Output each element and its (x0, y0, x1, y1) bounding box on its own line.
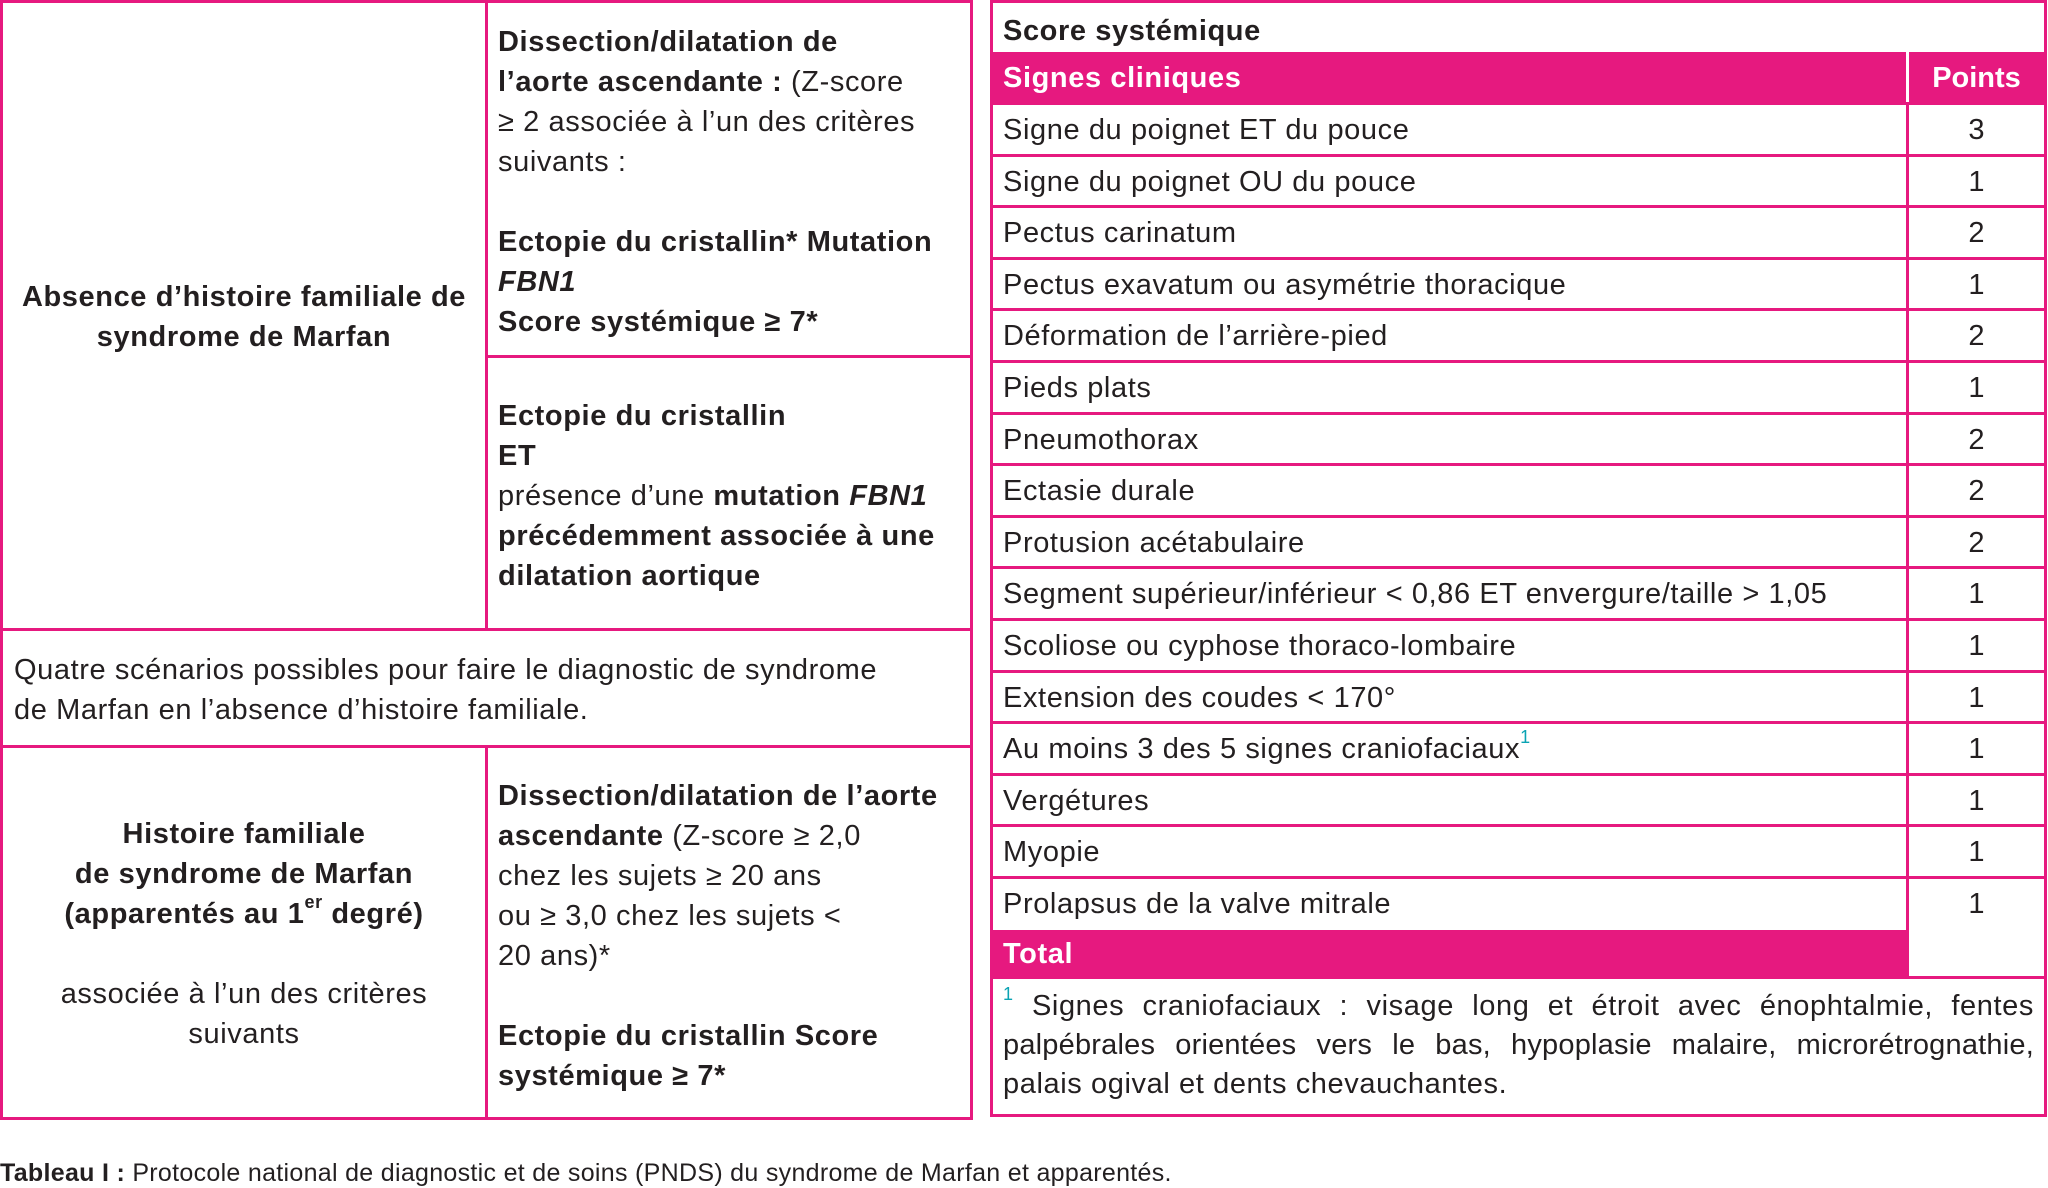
score-row (993, 826, 2044, 878)
score-row (993, 310, 2044, 362)
score-row (993, 259, 2044, 311)
mid-note-line2: de Marfan en l’absence d’histoire familiale. (14, 694, 589, 726)
table-caption (0, 1158, 1172, 1188)
mid-note (14, 650, 964, 730)
cell-b-line5: dilatation aortique (498, 560, 761, 592)
score-row (993, 362, 2044, 414)
score-row-points: 1 (1968, 166, 1985, 198)
score-row (993, 414, 2044, 466)
footnote-sup: 1 (1003, 984, 1014, 1005)
score-row-label: Déformation de l’arrière-pied (1003, 320, 1388, 352)
row2-header-line3 (6, 894, 482, 934)
row1-cell-b (498, 396, 968, 596)
row2-sub-line1: associée à l’un des critères (60, 978, 428, 1010)
row2-header-line2: de syndrome de Marfan (74, 858, 414, 890)
total-row (993, 930, 2044, 979)
cell-b-line1: Ectopie du cristallin (498, 400, 787, 432)
row1-header-text: Absence d’histoire familiale de syndrome de Marfan (21, 281, 467, 353)
cell-a-line4: suivants : (498, 146, 627, 178)
score-row-label: Pneumothorax (1003, 424, 1199, 456)
cell-a-line2-bold: l’aorte ascendante : (498, 66, 783, 98)
score-row-label: Pectus carinatum (1003, 217, 1237, 249)
col-signs-header: Signes cliniques (1003, 62, 1242, 94)
score-row-label: Prolapsus de la valve mitrale (1003, 888, 1392, 920)
score-row-points: 2 (1968, 475, 1985, 507)
cell-b-line3 (498, 476, 968, 516)
row2-header-line1: Histoire familiale (122, 818, 366, 850)
row2-cell-line2 (498, 816, 968, 856)
score-row (993, 568, 2044, 620)
footnote-line3: palais ogival et dents chevauchantes. (1003, 1068, 1508, 1100)
score-row-label: Pectus exavatum ou asymétrie thoracique (1003, 269, 1567, 301)
score-row (993, 465, 2044, 517)
score-row (993, 878, 2044, 930)
cell-b-line3-normal: présence d’une (498, 480, 714, 512)
cell-a-line1: Dissection/dilatation de (498, 26, 838, 58)
score-row (993, 207, 2044, 259)
row2-cell-line2-bold: ascendante (498, 820, 664, 852)
score-row-label: Myopie (1003, 836, 1101, 868)
score-row-points: 1 (1968, 888, 1985, 920)
score-row-points: 2 (1968, 424, 1985, 456)
score-row (993, 723, 2044, 775)
score-row-label: Ectasie durale (1003, 475, 1196, 507)
row2-cell-line4: ou ≥ 3,0 chez les sujets < (498, 900, 842, 932)
score-row (993, 156, 2044, 208)
score-row-label: Extension des coudes < 170° (1003, 682, 1396, 714)
score-row-label: Protusion acétabulaire (1003, 527, 1305, 559)
footnote-line1-text: Signes craniofaciaux : visage long et étroit avec énophtalmie, fentes (1031, 990, 2034, 1022)
score-row-points: 2 (1968, 320, 1985, 352)
cell-b-line3-bold-italic: FBN1 (849, 480, 928, 512)
score-row-label: Scoliose ou cyphose thoraco-lombaire (1003, 630, 1517, 662)
score-row-label: Pieds plats (1003, 372, 1152, 404)
score-row (993, 620, 2044, 672)
cell-a-line2 (498, 62, 968, 102)
row2-cell-line1: Dissection/dilatation de l’aorte (498, 780, 938, 812)
row1-header (6, 277, 482, 357)
score-header-row (993, 52, 2044, 104)
caption-label: Tableau I : (0, 1159, 126, 1187)
row2-header (6, 814, 482, 1054)
score-row-label: Signe du poignet OU du pouce (1003, 166, 1417, 198)
score-row (993, 775, 2044, 827)
cell-b-line2: ET (498, 440, 537, 472)
score-row-points: 2 (1968, 217, 1985, 249)
score-row-label: Segment supérieur/inférieur < 0,86 ET envergure/taille > 1,05 (1003, 578, 1828, 610)
cell-a-line2-rest: (Z-score (782, 66, 904, 98)
cell-b-line4: précédemment associée à une (498, 520, 935, 552)
left-table (0, 0, 973, 1120)
score-row-points: 1 (1968, 372, 1985, 404)
total-points (1909, 930, 2044, 979)
caption-text: Protocole national de diagnostic et de soins (PNDS) du syndrome de Marfan et apparentés. (125, 1159, 1172, 1187)
mid-note-line1: Quatre scénarios possibles pour faire le diagnostic de syndrome (14, 654, 878, 686)
score-row-points: 1 (1968, 733, 1985, 765)
row2-header-line3-post: degré) (322, 898, 424, 930)
row2-header-sup: er (304, 892, 323, 913)
cell-a-line5: Ectopie du cristallin* Mutation (498, 226, 933, 258)
score-row-points: 1 (1968, 836, 1985, 868)
score-row (993, 672, 2044, 724)
score-footnote (1003, 984, 2034, 1104)
row2-cell (498, 776, 968, 1096)
cell-a-line3: ≥ 2 associée à l’un des critères (498, 106, 916, 138)
cell-a-line6: FBN1 (498, 266, 577, 298)
cell-b-line3-bold: mutation (713, 480, 850, 512)
score-row (993, 104, 2044, 156)
score-row-label: Au moins 3 des 5 signes craniofaciaux$^1$ (1003, 727, 1531, 765)
score-row-label: Signe du poignet ET du pouce (1003, 114, 1410, 146)
row2-cell-line6: Ectopie du cristallin Score (498, 1020, 879, 1052)
score-row-points: 2 (1968, 527, 1985, 559)
score-row-points: 1 (1968, 269, 1985, 301)
score-title: Score systémique (1003, 15, 1261, 47)
col-points-header: Points (1932, 62, 2021, 94)
score-title-row (993, 3, 2044, 52)
row2-cell-line2-rest: (Z-score ≥ 2,0 (663, 820, 861, 852)
cell-a-line7: Score systémique ≥ 7* (498, 306, 819, 338)
score-row-points: 3 (1968, 114, 1985, 146)
row2-cell-line3: chez les sujets ≥ 20 ans (498, 860, 822, 892)
row1-cell-a (498, 22, 968, 342)
footnote-line1 (1003, 984, 2034, 1026)
row2-header-line3-pre: (apparentés au 1 (64, 898, 305, 930)
score-row (993, 517, 2044, 569)
score-row-points: 1 (1968, 785, 1985, 817)
row2-cell-line5: 20 ans)* (498, 940, 611, 972)
footnote-line2: palpébrales orientées vers le bas, hypoplasie malaire, microrétrognathie, (1003, 1029, 2034, 1061)
score-row-points: 1 (1968, 682, 1985, 714)
score-row-points: 1 (1968, 630, 1985, 662)
score-row-sup: 1 (1520, 727, 1531, 748)
row2-cell-line7: systémique ≥ 7* (498, 1060, 727, 1092)
score-row-points: 1 (1968, 578, 1985, 610)
row2-sub-line2: suivants (188, 1018, 300, 1050)
score-row-label: Vergétures (1003, 785, 1150, 817)
total-label: Total (1003, 938, 1074, 970)
